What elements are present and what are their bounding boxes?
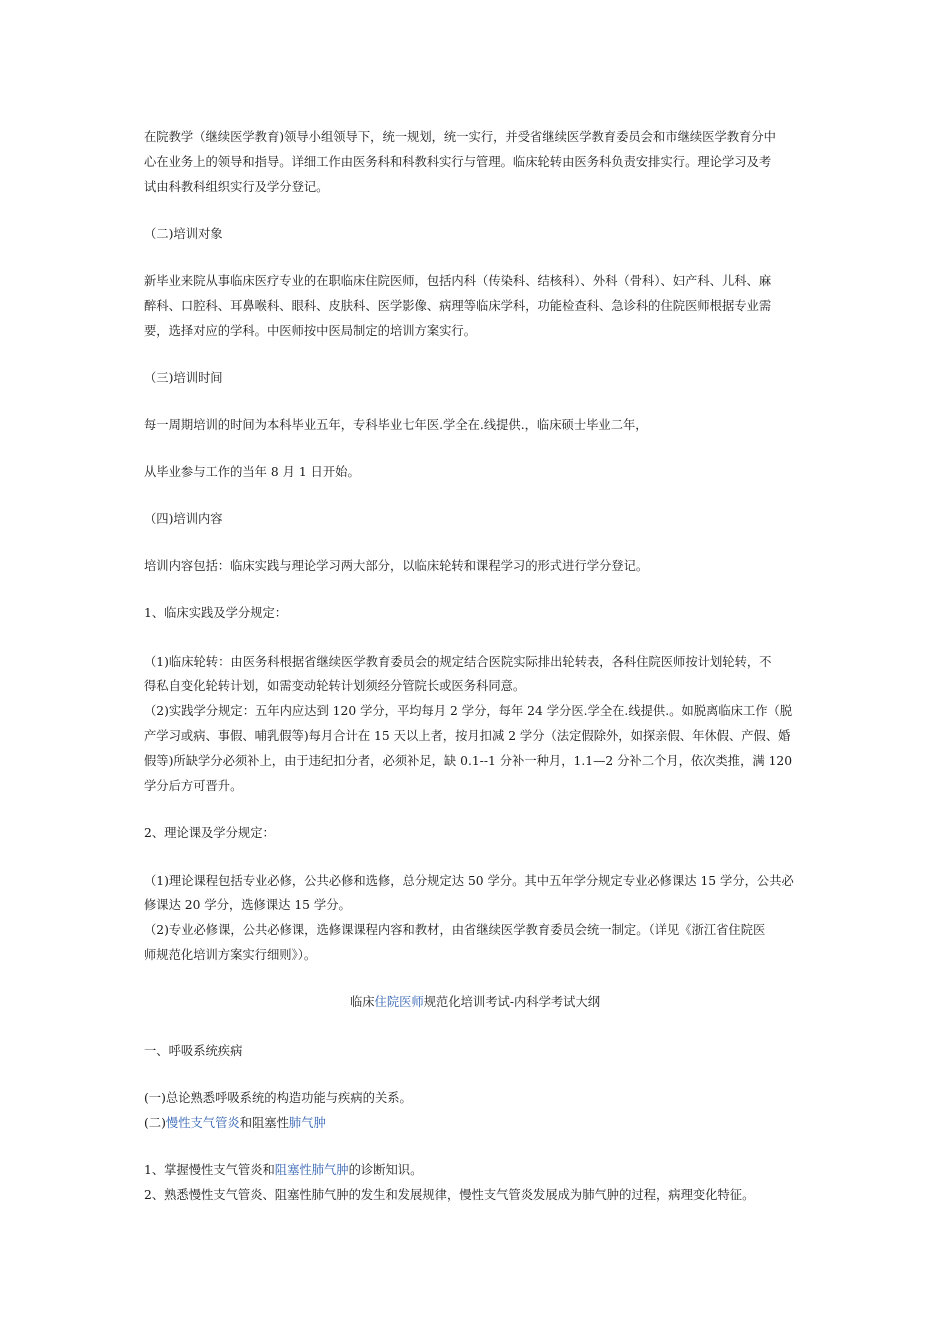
theory-title: 2、理论课及学分规定： bbox=[144, 826, 275, 840]
practice-line-2: 得私自变化轮转计划，如需变动轮转计划须经分管院长或医务科同意。 bbox=[144, 679, 526, 693]
practice-line-1: （1)临床轮转：由医务科根据省继续医学教育委员会的规定结合医院实际排出轮转表，各科住院医师按计划轮转，不 bbox=[144, 655, 772, 669]
practice-line-3: （2)实践学分规定：五年内应达到 120 学分，平均每月 2 学分，每年 24 学分医.学全在.线提供.。如脱离临床工作（脱 bbox=[144, 704, 793, 718]
outline-point-2: 2、熟悉慢性支气管炎、阻塞性肺气肿的发生和发展规律，慢性支气管炎发展成为肺气肿的过程，病理变化特征。 bbox=[144, 1188, 755, 1202]
link-resident-physician[interactable]: 住院医师 bbox=[374, 995, 424, 1009]
content-line: 培训内容包括：临床实践与理论学习两大部分，以临床轮转和课程学习的形式进行学分登记。 bbox=[144, 559, 649, 573]
practice-title: 1、临床实践及学分规定： bbox=[144, 606, 288, 620]
outline-item-2-prefix: (二) bbox=[144, 1116, 166, 1130]
theory-line-1: （1)理论课程包括专业必修，公共必修和选修，总分规定达 50 学分。其中五年学分规定专业必修课达 15 学分，公共必 bbox=[144, 874, 794, 888]
time-line-2: 从毕业参与工作的当年 8 月 1 日开始。 bbox=[144, 465, 360, 479]
outline-point-1-suffix: 的诊断知识。 bbox=[348, 1163, 423, 1177]
link-emphysema[interactable]: 肺气肿 bbox=[288, 1116, 326, 1130]
link-chronic-bronchitis[interactable]: 慢性支气管炎 bbox=[165, 1116, 240, 1130]
outline-title-part-2: 规范化培训考试-内科学考试大纲 bbox=[423, 995, 601, 1009]
theory-line-2: 修课达 20 学分，选修课达 15 学分。 bbox=[144, 898, 351, 912]
outline-item-2 bbox=[144, 1115, 809, 1131]
practice-line-4: 产学习或病、事假、哺乳假等)每月合计在 15 天以上者，按月扣减 2 学分（法定假除外，如探亲假、年休假、产假、婚 bbox=[144, 729, 791, 743]
outline-title bbox=[0, 994, 950, 1010]
outline-title-part-1: 临床 bbox=[349, 995, 375, 1009]
outline-item-2-mid: 和阻塞性 bbox=[239, 1116, 289, 1130]
target-line-1: 新毕业来院从事临床医疗专业的在职临床住院医师，包括内科（传染科、结核科）、外科（骨科）、妇产科、儿科、麻 bbox=[144, 274, 772, 288]
target-line-3: 要，选择对应的学科。中医师按中医局制定的培训方案实行。 bbox=[144, 324, 477, 338]
section-respiratory: 一、呼吸系统疾病 bbox=[144, 1044, 243, 1058]
outline-point-1 bbox=[144, 1162, 809, 1178]
time-line-1: 每一周期培训的时间为本科毕业五年，专科毕业七年医.学全在.线提供.，临床硕士毕业二年， bbox=[144, 418, 648, 432]
theory-line-3: （2)专业必修课，公共必修课，选修课课程内容和教材，由省继续医学教育委员会统一制定。（详见《浙江省住院医 bbox=[144, 923, 766, 937]
heading-time: （三)培训时间 bbox=[144, 371, 223, 385]
link-obstructive-emphysema[interactable]: 阻塞性肺气肿 bbox=[274, 1163, 349, 1177]
outline-item-1: (一)总论熟悉呼吸系统的构造功能与疾病的关系。 bbox=[144, 1091, 412, 1105]
heading-content: （四)培训内容 bbox=[144, 512, 223, 526]
outline-point-1-prefix: 1、掌握慢性支气管炎和 bbox=[144, 1163, 275, 1177]
intro-line-1: 在院教学（继续医学教育)领导小组领导下，统一规划，统一实行，并受省继续医学教育委员会和市继续医学教育分中 bbox=[144, 130, 776, 144]
heading-target: （二)培训对象 bbox=[144, 227, 223, 241]
target-line-2: 醉科、口腔科、耳鼻喉科、眼科、皮肤科、医学影像、病理等临床学科，功能检查科、急诊科的住院医师根据专业需 bbox=[144, 299, 772, 313]
practice-line-5: 假等)所缺学分必须补上，由于违纪扣分者，必须补足，缺 0.1--1 分补一种月，1.1—2 分补二个月，依次类推，满 120 bbox=[144, 754, 793, 768]
intro-line-2: 心在业务上的领导和指导。详细工作由医务科和科教科实行与管理。临床轮转由医务科负责安排实行。理论学习及考 bbox=[144, 155, 772, 169]
practice-line-6: 学分后方可晋升。 bbox=[144, 779, 243, 793]
theory-line-4: 师规范化培训方案实行细则》）。 bbox=[144, 948, 317, 962]
intro-line-3: 试由科教科组织实行及学分登记。 bbox=[144, 180, 329, 194]
